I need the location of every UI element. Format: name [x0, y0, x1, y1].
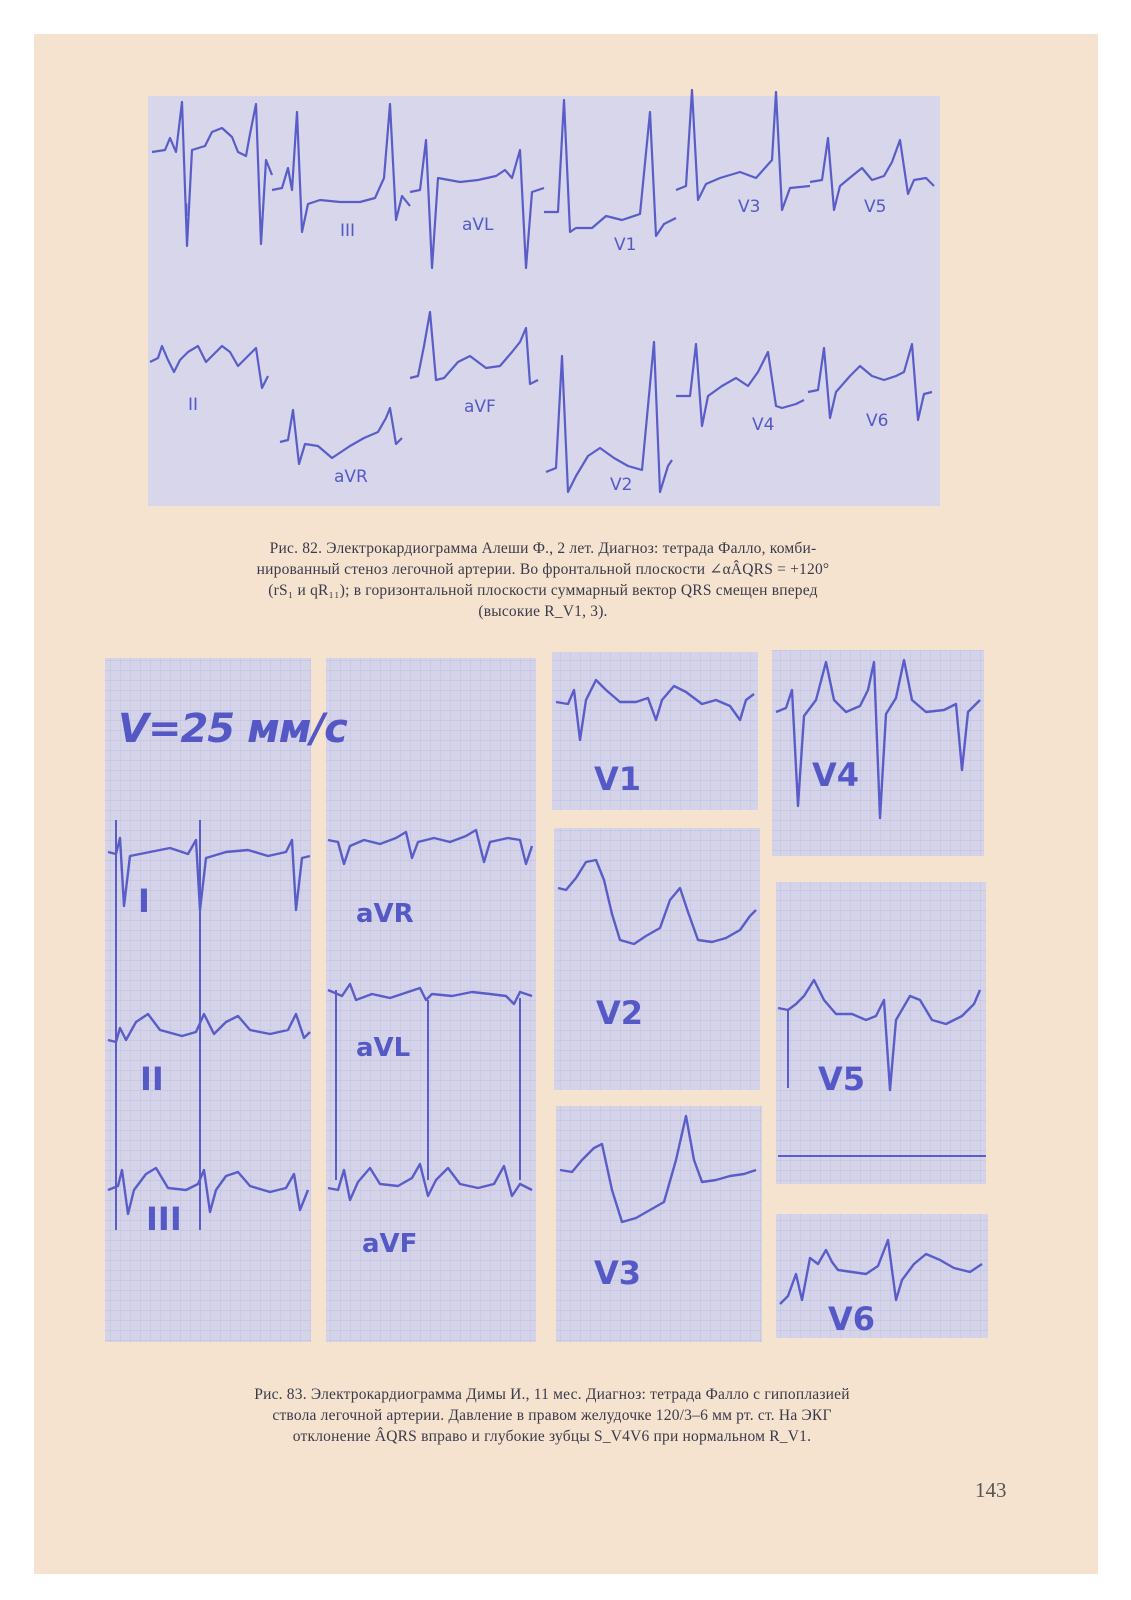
label83-V5: V5 — [818, 1060, 866, 1098]
fig82-ecg-background — [148, 96, 940, 506]
label-aVF: aVF — [464, 397, 496, 417]
label-V2: V2 — [610, 475, 633, 495]
label83-aVF: aVF — [362, 1229, 418, 1259]
label83-aVR: aVR — [356, 899, 414, 929]
label-V5: V5 — [864, 197, 887, 217]
label83-II: II — [140, 1060, 164, 1098]
fig82-caption-line1: Рис. 82. Электрокардиограмма Алеши Ф., 2 лет. Диагноз: тетрада Фалло, комби- — [269, 540, 817, 557]
label83-V4: V4 — [812, 756, 860, 794]
label83-V6: V6 — [828, 1300, 876, 1338]
label-V3: V3 — [738, 197, 761, 217]
label-aVL: aVL — [462, 215, 494, 235]
label83-V1: V1 — [594, 760, 642, 798]
label-aVR: aVR — [334, 467, 368, 487]
label83-I: I — [138, 882, 150, 920]
label83-III: III — [146, 1200, 182, 1238]
fig82-caption-line4: (высокие R_V1, 3). — [478, 603, 608, 620]
paper-speed-label: V=25 мм/с — [118, 706, 347, 752]
label-V1: V1 — [614, 235, 637, 255]
fig83-caption — [118, 1384, 986, 1447]
fig83-caption-line3: отклонение ÂQRS вправо и глубокие зубцы S_V4V6 при нормальном R_V1. — [292, 1428, 812, 1445]
fig82-caption — [148, 538, 938, 622]
fig83-caption-line2: ствола легочной артерии. Давление в правом желудочке 120/3–6 мм рт. ст. На ЭКГ — [272, 1407, 832, 1424]
page-number: 143 — [975, 1478, 1007, 1502]
label-II: II — [188, 395, 199, 415]
label-I: I — [184, 201, 190, 221]
label83-V3: V3 — [594, 1254, 642, 1292]
label-III: III — [340, 221, 356, 241]
label83-V2: V2 — [596, 994, 644, 1032]
fig82-caption-line2: нированный стеноз легочной артерии. Во фронтальной плоскости ∠αÂQRS = +120° — [256, 561, 830, 578]
label-V6: V6 — [866, 411, 889, 431]
label-V4: V4 — [752, 415, 775, 435]
fig82-caption-line3: (rS₁ и qR₁₁); в горизонтальной плоскости суммарный вектор QRS смещен вперед — [268, 582, 818, 599]
label83-aVL: aVL — [356, 1033, 411, 1063]
fig83-caption-line1: Рис. 83. Электрокардиограмма Димы И., 11 мес. Диагноз: тетрада Фалло с гипоплазией — [254, 1386, 850, 1403]
fig83-panels — [105, 650, 988, 1342]
